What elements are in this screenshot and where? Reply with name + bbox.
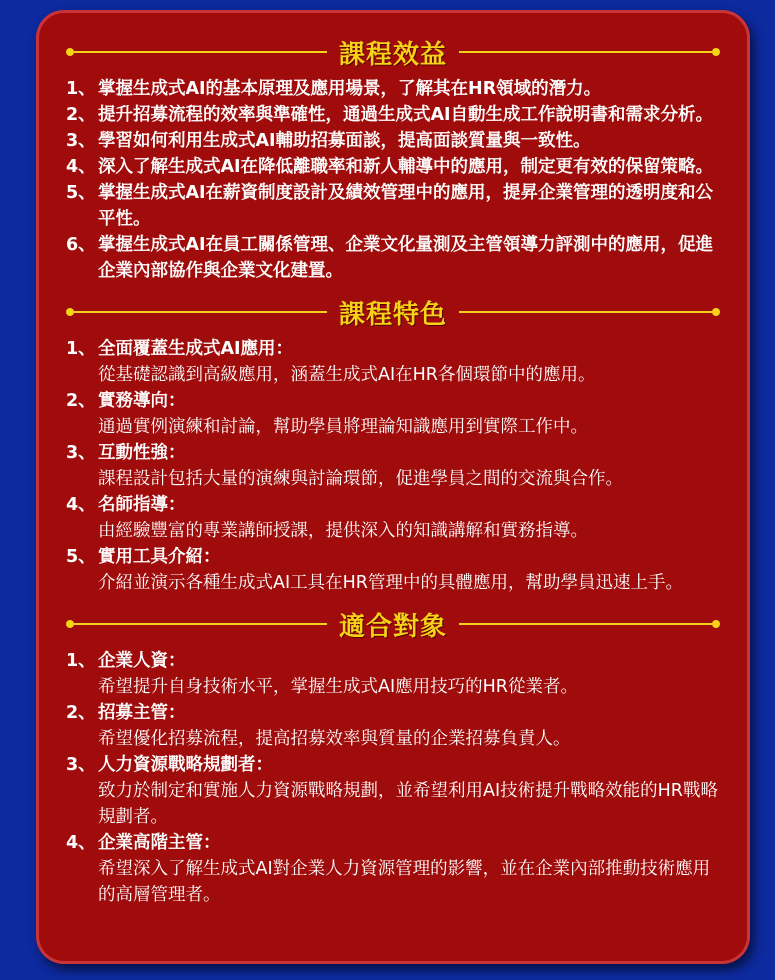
divider-line [459,623,712,625]
features-list [66,336,720,596]
divider-line [74,311,327,313]
item-heading: 互動性強： [98,443,186,463]
item-description: 從基礎認識到高級應用，涵蓋生成式AI在HR各個環節中的應用。 [98,365,596,385]
item-text: 深入了解生成式AI在降低離職率和新人輔導中的應用，制定更有效的保留策略。 [98,157,714,177]
list-item [66,128,720,154]
list-item [66,830,720,908]
item-heading: 招募主管： [98,703,186,723]
item-text: 學習如何利用生成式AI輔助招募面談，提高面談質量與一致性。 [98,131,591,151]
item-description: 由經驗豐富的專業講師授課，提供深入的知識講解和實務指導。 [98,521,588,541]
item-heading: 名師指導： [98,495,186,515]
item-heading: 實用工具介紹： [98,547,221,567]
item-number: 3、 [66,755,96,775]
item-text: 掌握生成式AI在員工關係管理、企業文化量測及主管領導力評測中的應用，促進企業內部協作與企業文化建置。 [98,235,714,281]
item-heading: 實務導向： [98,391,186,411]
list-item [66,700,720,752]
item-number: 5、 [66,183,96,203]
list-item [66,76,720,102]
divider-line [459,51,712,53]
item-number: 5、 [66,547,96,567]
bullet-dot-icon [712,48,720,56]
item-number: 4、 [66,833,96,853]
item-number: 3、 [66,443,96,463]
item-number: 1、 [66,339,96,359]
section-header-benefits [66,30,720,74]
item-heading: 全面覆蓋生成式AI應用： [98,339,294,359]
list-item [66,154,720,180]
item-text: 提升招募流程的效率與準確性，通過生成式AI自動生成工作說明書和需求分析。 [98,105,714,125]
list-item [66,752,720,830]
item-description: 希望深入了解生成式AI對企業人力資源管理的影響，並在企業內部推動技術應用的高層管理者。 [98,859,711,905]
bullet-dot-icon [712,620,720,628]
bullet-dot-icon [712,308,720,316]
divider-line [74,623,327,625]
item-description: 希望提升自身技術水平，掌握生成式AI應用技巧的HR從業者。 [98,677,578,697]
section-title-audience: 適合對象 [339,611,448,642]
section-title-features: 課程特色 [339,299,448,330]
item-number: 4、 [66,157,96,177]
item-number: 1、 [66,651,96,671]
list-item [66,492,720,544]
list-item [66,102,720,128]
list-item [66,388,720,440]
course-info-card [36,10,750,964]
item-text: 掌握生成式AI在薪資制度設計及績效管理中的應用，提昇企業管理的透明度和公平性。 [98,183,714,229]
section-header-features [66,290,720,334]
item-text: 掌握生成式AI的基本原理及應用場景，了解其在HR領域的潛力。 [98,79,602,99]
item-number: 2、 [66,105,96,125]
benefits-list [66,76,720,284]
section-title-benefits: 課程效益 [339,39,448,70]
item-description: 介紹並演示各種生成式AI工具在HR管理中的具體應用，幫助學員迅速上手。 [98,573,683,593]
audience-list [66,648,720,908]
bullet-dot-icon [66,308,74,316]
divider-line [459,311,712,313]
list-item [66,440,720,492]
list-item [66,336,720,388]
item-heading: 企業人資： [98,651,186,671]
item-number: 2、 [66,391,96,411]
section-header-audience [66,602,720,646]
bullet-dot-icon [66,620,74,628]
divider-line [74,51,327,53]
item-number: 1、 [66,79,96,99]
list-item [66,648,720,700]
list-item [66,180,720,232]
item-number: 3、 [66,131,96,151]
item-number: 2、 [66,703,96,723]
item-heading: 人力資源戰略規劃者： [98,755,273,775]
item-description: 課程設計包括大量的演練與討論環節，促進學員之間的交流與合作。 [98,469,623,489]
item-heading: 企業高階主管： [98,833,221,853]
item-number: 4、 [66,495,96,515]
item-description: 希望優化招募流程，提高招募效率與質量的企業招募負責人。 [98,729,571,749]
item-description: 致力於制定和實施人力資源戰略規劃，並希望利用AI技術提升戰略效能的HR戰略規劃者。 [98,781,718,827]
list-item [66,544,720,596]
list-item [66,232,720,284]
item-description: 通過實例演練和討論，幫助學員將理論知識應用到實際工作中。 [98,417,588,437]
bullet-dot-icon [66,48,74,56]
item-number: 6、 [66,235,96,255]
